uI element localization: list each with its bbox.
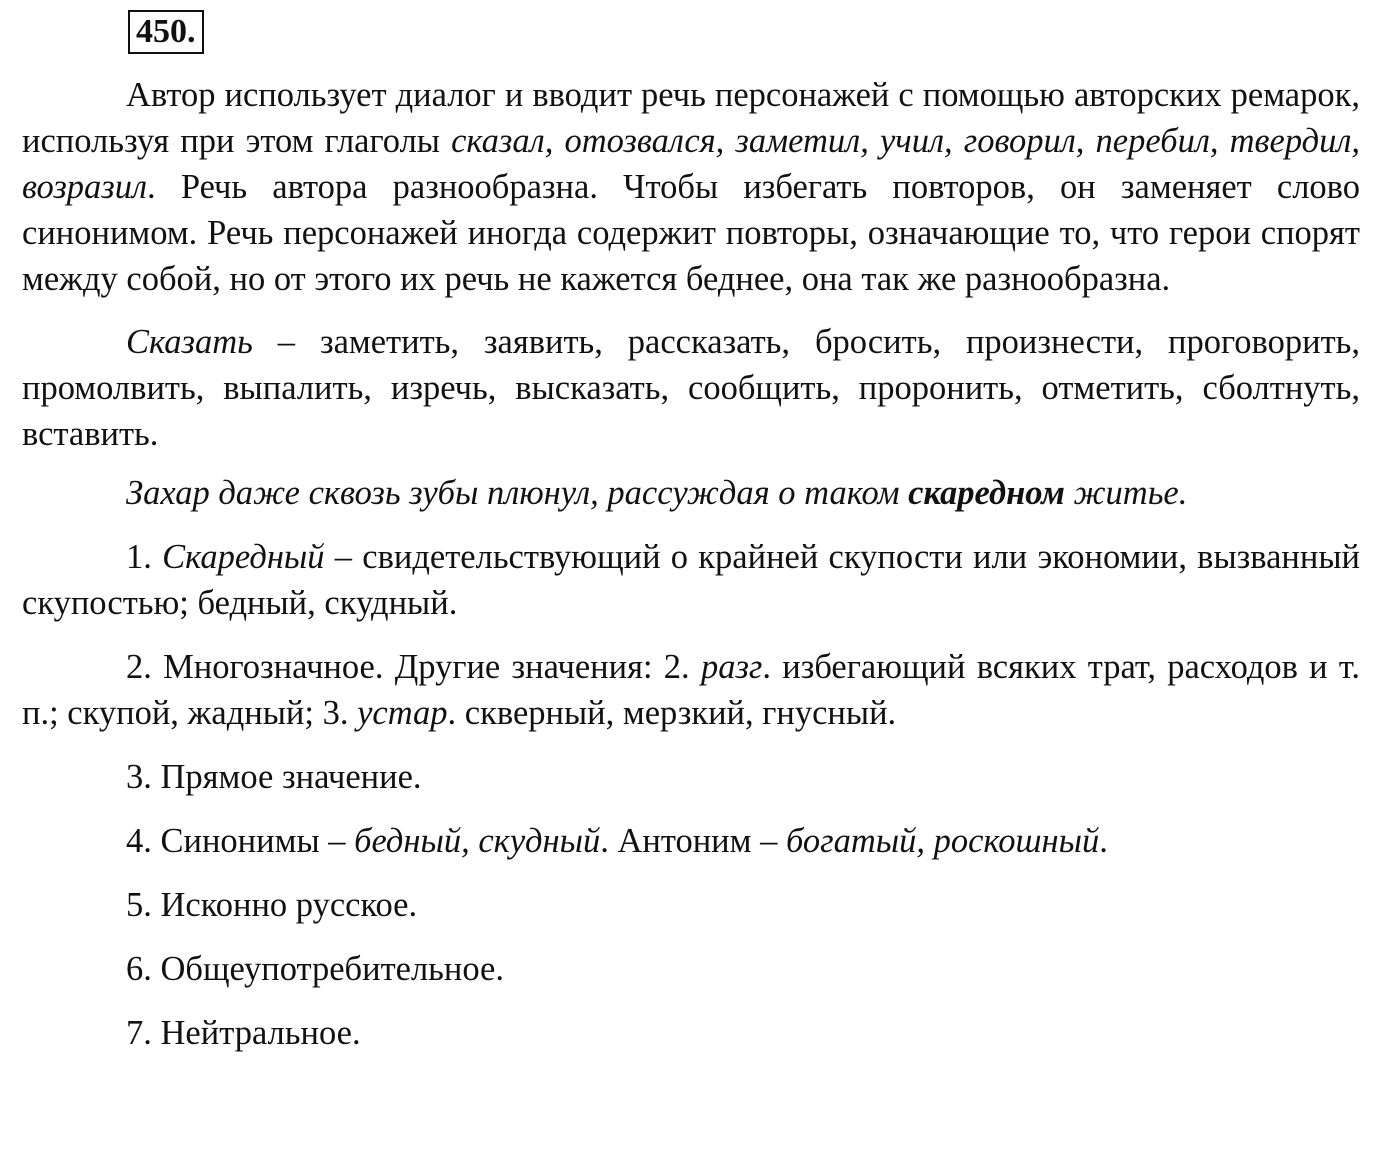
item-4-antonyms: богатый, роскошный	[785, 822, 1100, 860]
paragraph-analysis	[22, 72, 1360, 302]
item-2-text-3: . скверный, мерзкий, гнусный.	[447, 694, 897, 732]
item-2-text-1: 2. Многозначное. Другие значения: 2.	[126, 648, 701, 686]
synonyms-list: – заметить, заявить, рассказать, бросить, произнести, проговорить, промолвить, выпалить, изречь, высказать, сообщить, проронить, отметить, сболтнуть, вставить.	[22, 323, 1360, 453]
task-number: 450.	[128, 10, 204, 54]
item-2-abbr-colloquial: разг	[700, 648, 763, 686]
quote-bold-word: скаредном	[908, 474, 1065, 512]
quote-text-1: Захар даже сквозь зубы плюнул, рассуждая о таком	[126, 474, 909, 512]
item-6: 6. Общеупотребительное.	[126, 950, 504, 988]
quote-sentence	[22, 470, 1360, 516]
analysis-text-2: . Речь автора разнообразна. Чтобы избегать повторов, он заменяет слово синонимом. Речь персонажей иногда содержит повторы, означающие то, что герои спорят между собой, но от этого их речь не кажется беднее, она так же разнообразна.	[22, 168, 1360, 298]
item-1	[22, 534, 1360, 626]
item-3: 3. Прямое значение.	[126, 758, 422, 796]
item-2	[22, 644, 1360, 736]
item-1-word: Скаредный –	[162, 538, 353, 576]
synonyms-head-word: Сказать	[126, 323, 253, 361]
item-2-abbr-obsolete: устар	[357, 694, 448, 732]
analysis-verbs: сказал, отозвался, заметил, учил, говорил, перебил, твердил, возразил	[22, 122, 1360, 206]
analysis-text-1: Автор использует диалог и вводит речь персонажей с помощью авторских ремарок, используя при этом глаголы	[22, 76, 1360, 160]
item-4-text-1: 4. Синонимы –	[126, 822, 355, 860]
item-4	[22, 818, 1360, 864]
item-7: 7. Нейтральное.	[126, 1014, 361, 1052]
item-4-text-2: . Антоним –	[600, 822, 786, 860]
item-1-number: 1.	[126, 538, 163, 576]
item-2-text-2: . избегающий всяких трат, расходов и т. п.; скупой, жадный; 3.	[22, 648, 1360, 732]
item-4-text-3: .	[1099, 822, 1108, 860]
quote-text-2: житье.	[1064, 474, 1188, 512]
item-5: 5. Исконно русское.	[126, 886, 418, 924]
paragraph-synonyms	[22, 319, 1360, 457]
item-1-definition: свидетельствующий о крайней скупости или экономии, вызванный скупостью; бедный, скудный.	[22, 538, 1360, 622]
item-4-synonyms: бедный, скудный	[354, 822, 601, 860]
